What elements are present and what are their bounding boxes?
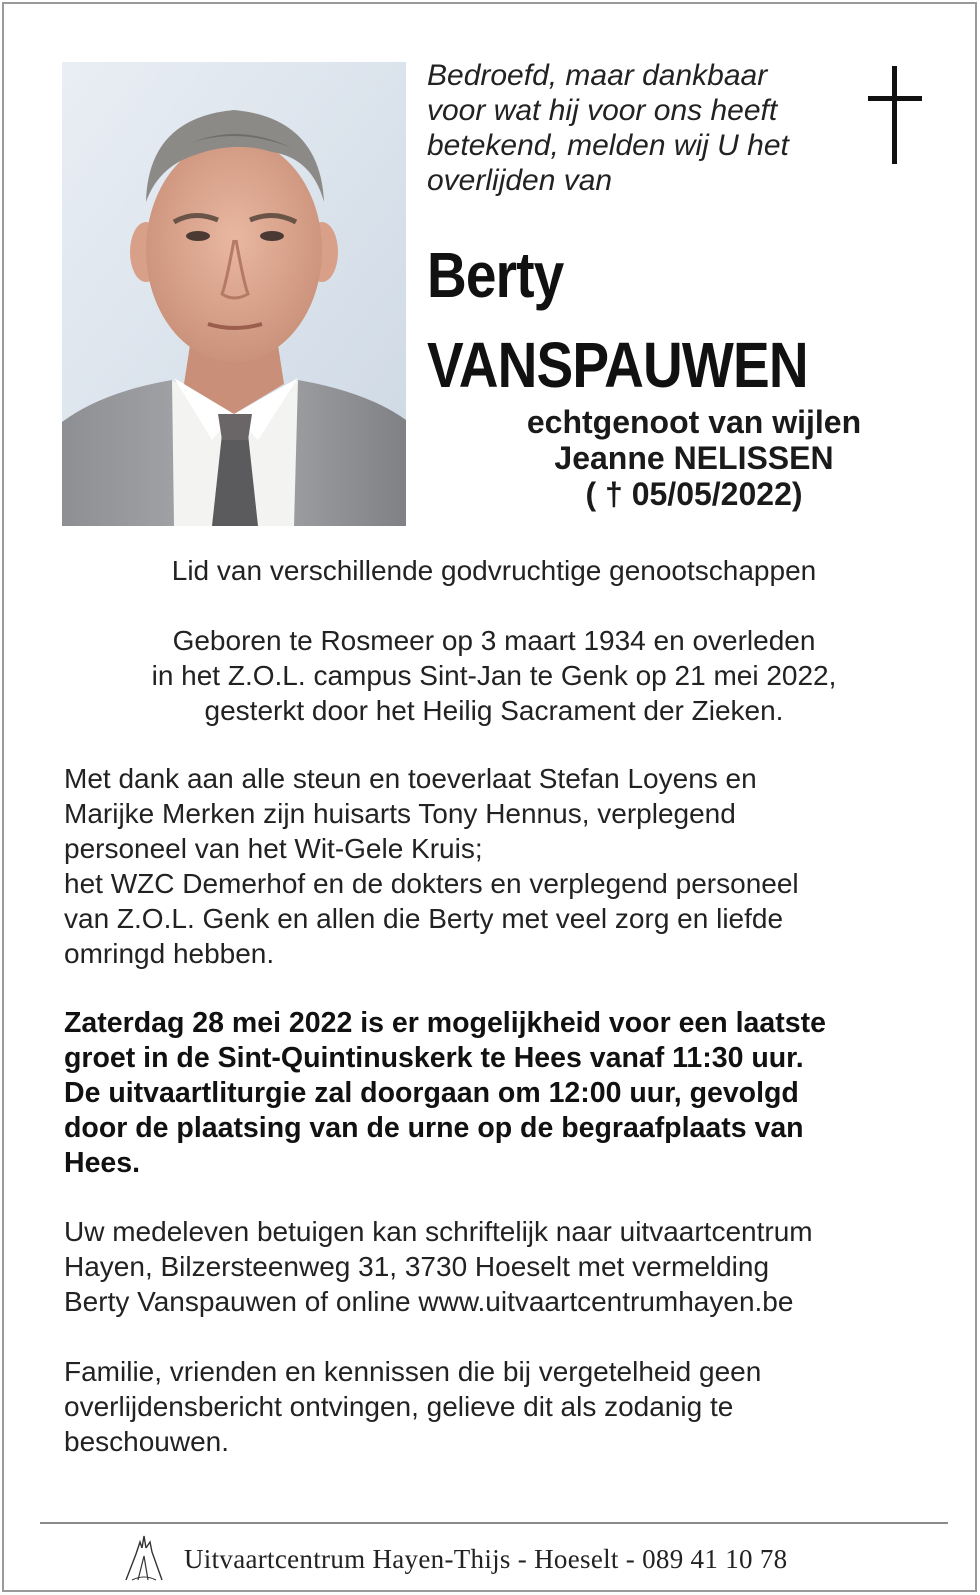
- intro-line: Bedroefd, maar dankbaar: [427, 59, 768, 92]
- birth-death-line: gesterkt door het Heilig Sacrament der Zieken.: [204, 695, 784, 726]
- last-name: VANSPAUWEN: [427, 329, 808, 401]
- footer-contact: Uitvaartcentrum Hayen-Thijs - Hoeselt - 089 41 10 78: [184, 1543, 788, 1574]
- intro-line: voor wat hij voor ons heeft: [427, 94, 778, 127]
- notice-line: overlijdensbericht ontvingen, gelieve dit als zodanig te: [64, 1391, 734, 1422]
- ceremony-line: Zaterdag 28 mei 2022 is er mogelijkheid voor een laatste: [64, 1007, 826, 1039]
- cross-icon: [866, 66, 924, 164]
- ceremony-line: Hees.: [64, 1147, 141, 1179]
- birth-death-text: [64, 623, 924, 728]
- funeral-home-logo-icon: [122, 1534, 168, 1584]
- notice-line: Familie, vrienden en kennissen die bij vergetelheid geen: [64, 1356, 762, 1387]
- spouse-name: Jeanne NELISSEN: [554, 440, 834, 476]
- thanks-line: omringd hebben.: [64, 938, 275, 969]
- thanks-line: personeel van het Wit-Gele Kruis;: [64, 833, 483, 864]
- spouse-relation: echtgenoot van wijlen: [526, 404, 862, 440]
- membership-text: [64, 553, 924, 588]
- spouse-block: [434, 404, 954, 512]
- thanks-line: van Z.O.L. Genk en allen die Berty met veel zorg en liefde: [64, 903, 784, 934]
- first-name: Berty: [427, 239, 564, 311]
- portrait-illustration: [62, 62, 406, 526]
- deceased-name: [427, 230, 891, 410]
- ceremony-line: De uitvaartliturgie zal doorgaan om 12:00 uur, gevolgd: [64, 1077, 799, 1109]
- ceremony-line: door de plaatsing van de urne op de begraafplaats van: [64, 1112, 804, 1144]
- thanks-line: het WZC Demerhof en de dokters en verplegend personeel: [64, 868, 799, 899]
- footer-divider: [40, 1522, 948, 1524]
- condolence-line: Hayen, Bilzersteenweg 31, 3730 Hoeselt met vermelding: [64, 1251, 770, 1282]
- notice-line: beschouwen.: [64, 1426, 230, 1457]
- condolence-line: Uw medeleven betuigen kan schriftelijk naar uitvaartcentrum: [64, 1216, 813, 1247]
- notice-text: [64, 1354, 944, 1459]
- ceremony-text: [64, 1006, 944, 1181]
- thanks-line: Marijke Merken zijn huisarts Tony Hennus, verplegend: [64, 798, 736, 829]
- spouse-death-date: ( † 05/05/2022): [585, 476, 803, 512]
- portrait-photo: [62, 62, 406, 526]
- birth-death-line: Geboren te Rosmeer op 3 maart 1934 en overleden: [172, 625, 816, 656]
- intro-line: betekend, melden wij U het: [427, 129, 789, 162]
- intro-line: overlijden van: [427, 164, 613, 197]
- intro-text: [427, 58, 847, 198]
- thanks-line: Met dank aan alle steun en toeverlaat Stefan Loyens en: [64, 763, 757, 794]
- birth-death-line: in het Z.O.L. campus Sint-Jan te Genk op 21 mei 2022,: [151, 660, 837, 691]
- thanks-text: [64, 761, 944, 971]
- condolence-text: [64, 1214, 944, 1319]
- footer: [122, 1534, 882, 1584]
- condolence-line: Berty Vanspauwen of online www.uitvaartcentrumhayen.be: [64, 1286, 794, 1317]
- ceremony-line: groet in de Sint-Quintinuskerk te Hees vanaf 11:30 uur.: [64, 1042, 804, 1074]
- membership-line: Lid van verschillende godvruchtige genootschappen: [171, 555, 817, 586]
- obituary-card: [2, 2, 977, 1592]
